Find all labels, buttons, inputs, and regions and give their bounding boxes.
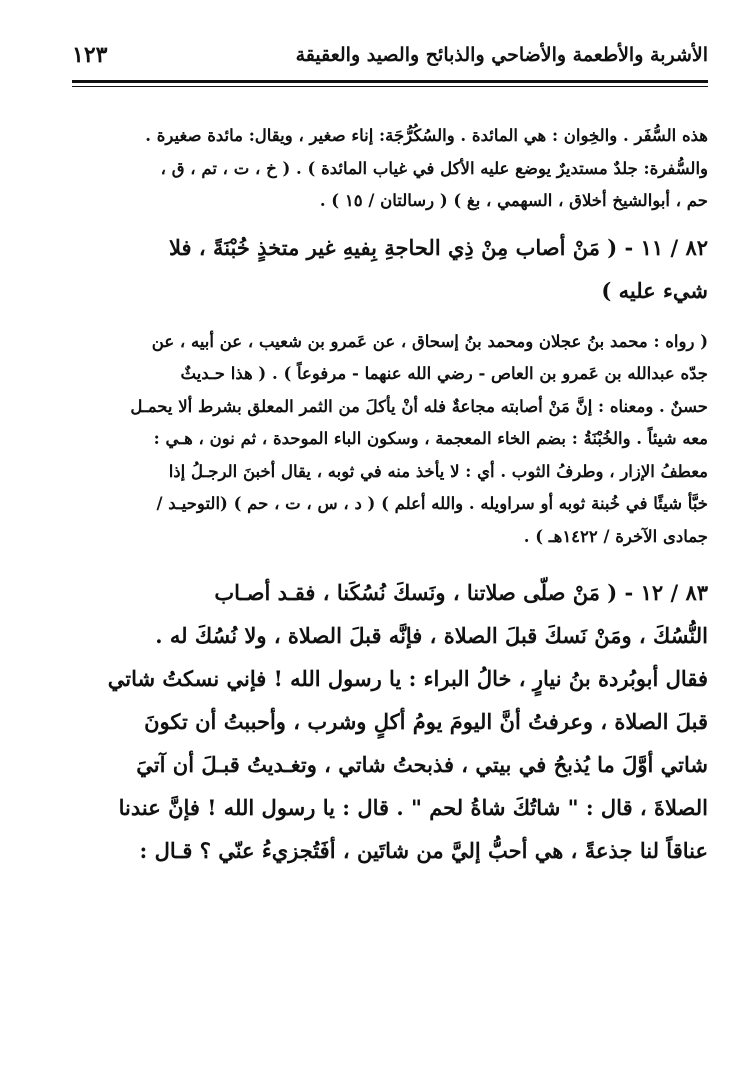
text-line: النُّسُكَ ، ومَنْ نَسكَ قبلَ الصلاة ، فإنَّه قبلَ الصلاة ، ولا نُسُكَ له . xyxy=(155,623,708,648)
text-line: معطفُ الإزار ، وطرفُ الثوب . أي : لا يأخذ منه في ثوبه ، يقال أخبنَ الرجـلُ إذا xyxy=(168,461,708,481)
text-line: معه شيئاً . والخُبْنَةُ : بضم الخاء المعجمة ، وسكون الباء الموحدة ، ثم نون ، هـي : xyxy=(153,429,708,448)
text-line: خبَّأ شيئًا في خُبنة ثوبه أو سراويله . والله أعلم ) ( د ، س ، ت ، حم ) (التوحيـد / xyxy=(156,494,708,513)
text-line: والسُّفرة: جلدٌ مستديرٌ يوضع عليه الأكل في غياب المائدة ) . ( خ ، ت ، تم ، ق ، xyxy=(160,158,708,178)
text-line: الصلاةَ ، قال : " شاتُكَ شاةُ لحم " . قال : يا رسول الله ! فإنَّ عندنا xyxy=(118,795,708,820)
text-line: قبلَ الصلاة ، وعرفتُ أنَّ اليومَ يومُ أكلٍ وشرب ، وأحببتُ أن تكونَ xyxy=(144,709,708,734)
text-line: ٨٣ / ١٢ - ( مَنْ صلّى صلاتنا ، ونَسكَ نُسُكَنا ، فقـد أصـاب xyxy=(214,580,708,605)
text-line: ٨٢ / ١١ - ( مَنْ أصاب مِنْ ذِي الحاجةِ بِفيهِ غير متخذٍ خُبْنَةً ، فلا xyxy=(168,234,708,260)
text-line: شيء عليه ) xyxy=(601,277,708,303)
page-body xyxy=(72,120,708,872)
text-line: عناقاً لنا جذعةً ، هي أحبُّ إليَّ من شاتَين ، أفَتُجزيءُ عنّي ؟ قـال : xyxy=(139,838,708,863)
text-line: شاتي أوَّلَ ما يُذبحُ في بيتي ، فذبحتُ شاتي ، وتغـديتُ قبـلَ أن آتيَ xyxy=(136,752,708,777)
paragraph-definitions xyxy=(72,120,708,218)
hadith-82-commentary xyxy=(72,326,708,554)
running-title: الأشربة والأطعمة والأضاحي والذبائح والصيد والعقيقة xyxy=(295,44,708,66)
header-rule-thin xyxy=(72,86,708,87)
text-line: فقال أبوبُردة بنُ نيارٍ ، خالُ البراء : يا رسول الله ! فإني نسكتُ شاتي xyxy=(107,666,708,691)
hadith-82 xyxy=(72,226,708,312)
page-number: ١٢٣ xyxy=(72,42,108,68)
text-line: حسنٌ . ومعناه : إنَّ مَنْ أصابته مجاعةٌ فله أنْ يأكلَ من الثمر المعلق بشرط ألا يحمـل xyxy=(130,396,708,416)
hadith-83 xyxy=(72,571,708,872)
header-rule-thick xyxy=(72,80,708,83)
text-line: حم ، أبوالشيخ أخلاق ، السهمي ، بغ ) ( رسالتان / ١٥ ) . xyxy=(319,191,708,210)
text-line: ( رواه : محمد بنُ عجلان ومحمد بنُ إسحاق ، عن عَمرو بن شعيب ، عن أبيه ، عن xyxy=(151,331,708,351)
text-line: جمادى الآخرة / ١٤٢٢هـ ) . xyxy=(523,526,708,546)
page-header xyxy=(72,44,708,74)
text-line: جدّه عبدالله بن عَمرو بن العاص - رضي الله عنهما - مرفوعاً ) . ( هذا حـديثٌ xyxy=(180,364,708,383)
text-line: هذه السُّفَر . والخِوان : هي المائدة . والسُكُرُّجَة: إناء صغير ، ويقال: مائدة صغيرة . xyxy=(145,126,708,145)
